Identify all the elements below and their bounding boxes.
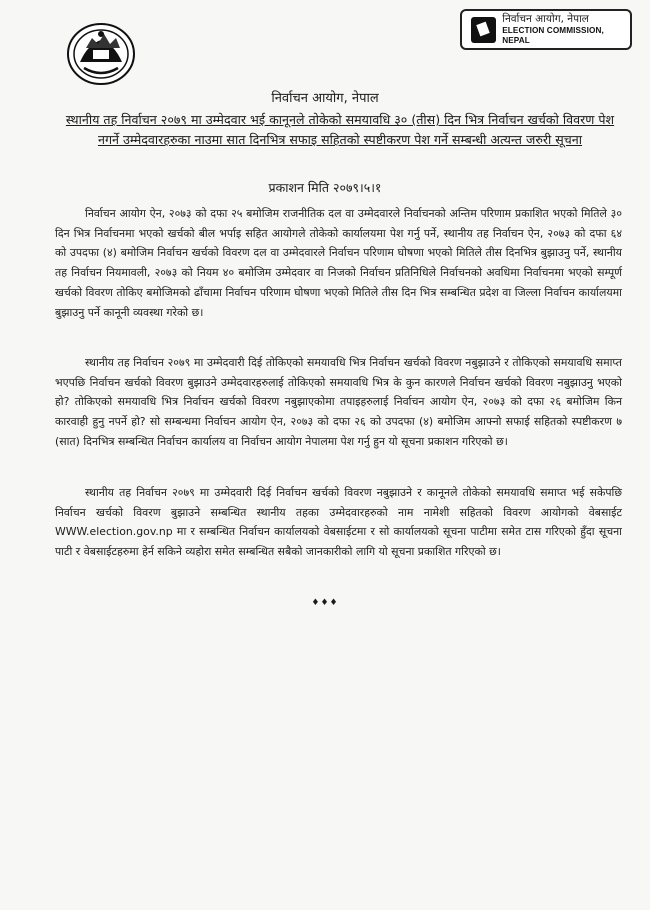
ec-name-english: ELECTION COMMISSION, NEPAL [502, 25, 604, 46]
notice-paragraph: स्थानीय तह निर्वाचन २०७९ मा उम्मेदवारी दिई निर्वाचन खर्चको विवरण नबुझाउने र कानूनले तोकेको समयावधि समाप्त भई सकेपछि निर्वाचन खर्चको विवरण बुझाउने सम्बन्धित स्थानीय तहका उम्मेदवारहरुको नाम नामेशी सहितको विवरण आयोगको वेबसाईट WWW.election.gov.np मा र सम्बन्धित निर्वाचन कार्यालयको वेबसाईटमा र सो कार्यालयको सूचना पाटीमा समेत टास गरिएको हुँदा सूचना पाटी र वेबसाईटहरुमा हेर्न सकिने व्यहोरा समेत सम्बन्धित सबैको जानकारीको लागि यो सूचना प्रकाशित गरिएको छ। [55, 486, 622, 559]
publication-date: प्रकाशन मिति २०७९।५।१ [268, 180, 382, 195]
organization-heading: निर्वाचन आयोग, नेपाल [271, 91, 379, 106]
end-of-notice-mark: ♦♦♦ [311, 598, 339, 608]
ec-name-nepali: निर्वाचन आयोग, नेपाल [502, 12, 589, 25]
notice-paragraph: निर्वाचन आयोग ऐन, २०७३ को दफा २५ बमोजिम राजनीतिक दल वा उम्मेदवारले निर्वाचनको अन्तिम परिणाम प्रकाशित भएको मितिले ३० दिन भित्र निर्वाचनमा भएको खर्चको बील भर्पाइ सहित आयोगले तोकेको कार्यालयमा पेश गर्नु पर्ने, स्थानीय तह निर्वाचन ऐन, २०७३ को दफा ६४ को उपदफा (४) बमोजिम निर्वाचन खर्चको विवरण दल वा उम्मेदवारले निर्वाचन परिणाम घोषणा भएको मितिले तीस दिनभित्र बुझाउनु पर्ने, स्थानीय तह निर्वाचन नियमावली, २०७३ को नियम ४० बमोजिम उम्मेदवार वा निजको निर्वाचन प्रतिनिधिले निर्वाचनको अवधिमा निर्वाचनमा भएको सम्पूर्ण खर्चको विवरण तोकिए बमोजिमको ढाँचामा निर्वाचन परिणाम घोषणा भएको मितिले तीस दिन भित्र सम्बन्धित प्रदेश वा जिल्ला निर्वाचन कार्यालयमा बुझाउनु पर्ने कानूनी व्यवस्था गरेको छ। [55, 207, 622, 319]
election-commission-logo [460, 9, 632, 50]
notice-paragraph: स्थानीय तह निर्वाचन २०७९ मा उम्मेदवारी दिई तोकिएको समयावधि भित्र निर्वाचन खर्चको विवरण नबुझाउने र तोकिएको समयावधि समाप्त भएपछि निर्वाचन खर्चको विवरण बुझाउने उम्मेदवारहरुलाई तोकिएको समयावधि भित्र के कुन कारणले निर्वाचन खर्चको विवरण नबुझाउनु भएको हो? तोकिएको समयावधि भित्र निर्वाचन खर्चको विवरण नबुझाएकोमा तपाइहरुलाई निर्वाचन आयोग ऐन, २०७३ को दफा २६ बमोजिम किन कारवाही हुनु नपर्ने हो? सो सम्बन्धमा निर्वाचन आयोग ऐन, २०७३ को दफा २६ को उपदफा (४) बमोजिम आफ्नो सफाई सहितको स्पष्टीकरण ७ (सात) दिनभित्र सम्बन्धित निर्वाचन कार्यालय वा निर्वाचन आयोग नेपालमा पेश गर्नु हुन यो सूचना प्रकाशन गरिएको छ। [55, 356, 622, 448]
notice-title: स्थानीय तह निर्वाचन २०७९ मा उम्मेदवार भई कानूनले तोकेको समयावधि ३० (तीस) दिन भित्र निर्वाचन खर्चको विवरण पेश नगर्ने उम्मेदवारहरुका नाउमा सात दिनभित्र सफाइ सहितको स्पष्टीकरण पेश गर्ने सम्बन्धी अत्यन्त जरुरी सूचना [65, 112, 615, 147]
ballot-box-icon [471, 17, 496, 43]
nepal-government-emblem-icon [66, 22, 136, 86]
